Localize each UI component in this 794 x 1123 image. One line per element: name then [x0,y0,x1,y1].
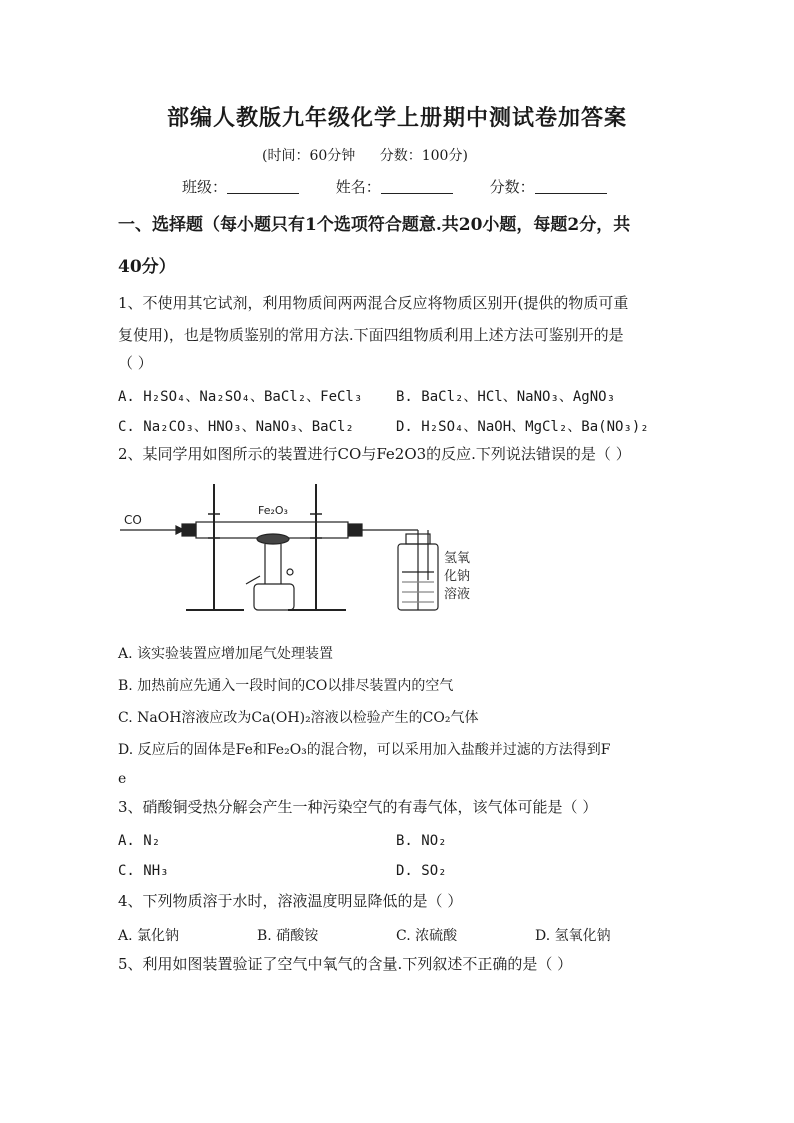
right-stopper [348,524,362,536]
q3-option-c[interactable]: C. NH₃ [118,863,169,879]
q3-stem: 3、硝酸铜受热分解会产生一种污染空气的有毒气体，该气体可能是（ ） [118,798,598,816]
q1-option-d[interactable]: D. H₂SO₄、NaOH、MgCl₂、Ba(NO₃)₂ [396,419,649,435]
q2-option-a[interactable]: A. 该实验装置应增加尾气处理装置 [118,646,334,662]
name-field[interactable]: 姓名： [336,176,453,197]
q3-option-d[interactable]: D. SO₂ [396,863,447,879]
naoh-label-3: 溶液 [444,587,471,602]
q4-stem: 4、下列物质溶于水时，溶液温度明显降低的是（ ） [118,892,463,910]
class-blank[interactable] [227,179,299,194]
q4-option-b[interactable]: B. 硝酸铵 [257,928,319,944]
co-label: CO [124,513,142,527]
burner-base [254,584,294,610]
score-field[interactable]: 分数： [490,176,607,197]
section-heading-line2: 40分） [118,257,176,277]
q3-option-b[interactable]: B. NO₂ [396,833,447,849]
total-score: 分数：100分) [379,148,468,164]
fe2o3-label: Fe₂O₃ [258,504,288,517]
exam-info [262,145,488,165]
q1-stem-line2: 复使用)，也是物质鉴别的常用方法.下面四组物质利用上述方法可鉴别开的是 [118,326,624,344]
name-blank[interactable] [381,179,453,194]
q2-stem: 2、某同学用如图所示的装置进行CO与Fe2O3的反应.下列说法错误的是（ ） [118,445,631,463]
q2-option-c[interactable]: C. NaOH溶液应改为Ca(OH)₂溶液以检验产生的CO₂气体 [118,710,479,726]
q4-option-c[interactable]: C. 浓硫酸 [396,928,458,944]
left-stopper [182,524,196,536]
gas-inlet [246,576,260,584]
time-limit: (时间：60分钟 [262,148,356,164]
score-blank[interactable] [535,179,607,194]
q4-option-d[interactable]: D. 氢氧化钠 [535,928,611,944]
q2-option-b[interactable]: B. 加热前应先通入一段时间的CO以排尽装置内的空气 [118,678,454,694]
co-fe2o3-apparatus-diagram [118,480,478,620]
q1-option-c[interactable]: C. Na₂CO₃、HNO₃、NaNO₃、BaCl₂ [118,419,354,435]
q1-stem-line3: （ ） [118,354,153,372]
q1-option-b[interactable]: B. BaCl₂、HCl、NaNO₃、AgNO₃ [396,389,616,405]
q3-option-a[interactable]: A. N₂ [118,833,161,849]
q4-option-a[interactable]: A. 氯化钠 [118,928,180,944]
q2-option-d-line2: e [118,771,127,787]
section-heading-line1: 一、选择题（每小题只有1个选项符合题意.共20小题，每题2分，共 [118,215,631,235]
q1-option-a[interactable]: A. H₂SO₄、Na₂SO₄、BaCl₂、FeCl₃ [118,389,363,405]
fe2o3-powder [257,534,289,544]
page-title: 部编人教版九年级化学上册期中测试卷加答案 [166,105,627,131]
class-field[interactable]: 班级： [182,176,299,197]
q2-option-d-line1[interactable]: D. 反应后的固体是Fe和Fe₂O₃的混合物，可以采用加入盐酸并过滤的方法得到F [118,742,611,758]
q5-stem: 5、利用如图装置验证了空气中氧气的含量.下列叙述不正确的是（ ） [118,955,573,973]
q1-stem-line1: 1、不使用其它试剂，利用物质间两两混合反应将物质区别开(提供的物质可重 [118,294,629,312]
student-fields [182,176,639,197]
burner-valve [287,569,293,575]
naoh-label-1: 氢氧 [444,551,471,566]
naoh-label-2: 化钠 [444,569,471,584]
